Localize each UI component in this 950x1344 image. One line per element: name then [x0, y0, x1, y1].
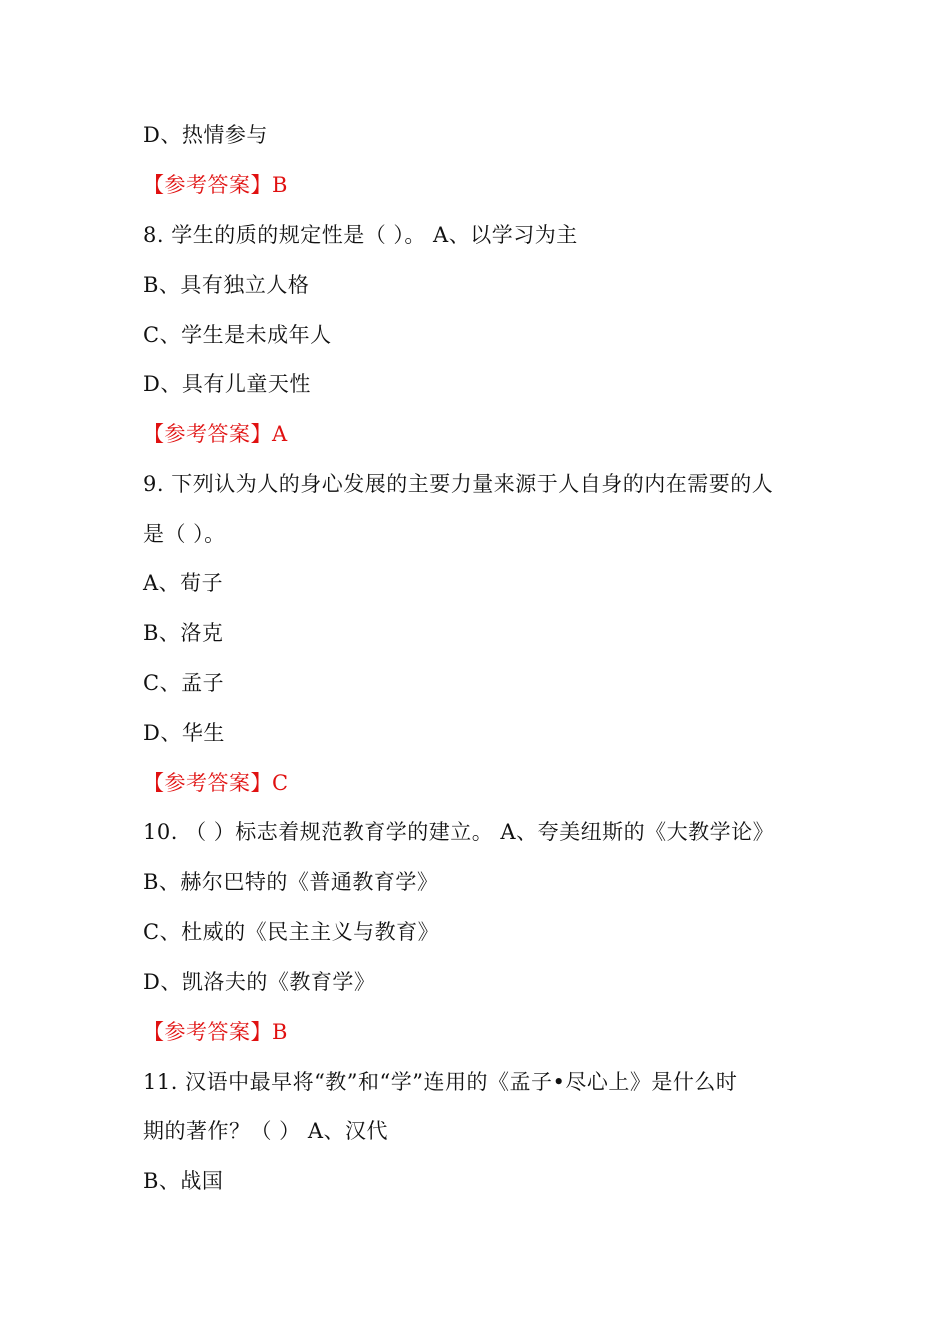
option-line: A、荀子 — [143, 571, 224, 595]
option-line: D、热情参与 — [143, 123, 268, 147]
option-line: B、洛克 — [143, 621, 224, 645]
option-line: B、具有独立人格 — [143, 273, 310, 297]
question-line: 8. 学生的质的规定性是（ ）。 A、以学习为主 — [143, 223, 578, 247]
answer-line: 【参考答案】B — [143, 1020, 288, 1044]
option-line: D、凯洛夫的《教育学》 — [143, 970, 376, 994]
question-line: 期的著作？（ ） A、汉代 — [143, 1119, 389, 1143]
option-line: D、华生 — [143, 721, 225, 745]
option-line: C、杜威的《民主主义与教育》 — [143, 920, 440, 944]
option-line: C、学生是未成年人 — [143, 323, 332, 347]
option-line: C、孟子 — [143, 671, 225, 695]
option-line: D、具有儿童天性 — [143, 372, 311, 396]
option-line: B、战国 — [143, 1169, 224, 1193]
option-line: B、赫尔巴特的《普通教育学》 — [143, 870, 439, 894]
answer-line: 【参考答案】A — [143, 422, 288, 446]
question-line: 11. 汉语中最早将“教”和“学”连用的《孟子•尽心上》是什么时 — [143, 1070, 738, 1094]
answer-line: 【参考答案】B — [143, 173, 288, 197]
question-line: 10. （ ）标志着规范教育学的建立。 A、夸美纽斯的《大教学论》 — [143, 820, 775, 844]
answer-line: 【参考答案】C — [143, 771, 289, 795]
question-line: 是（ ）。 — [143, 522, 226, 546]
question-line: 9. 下列认为人的身心发展的主要力量来源于人自身的内在需要的人 — [143, 472, 774, 496]
